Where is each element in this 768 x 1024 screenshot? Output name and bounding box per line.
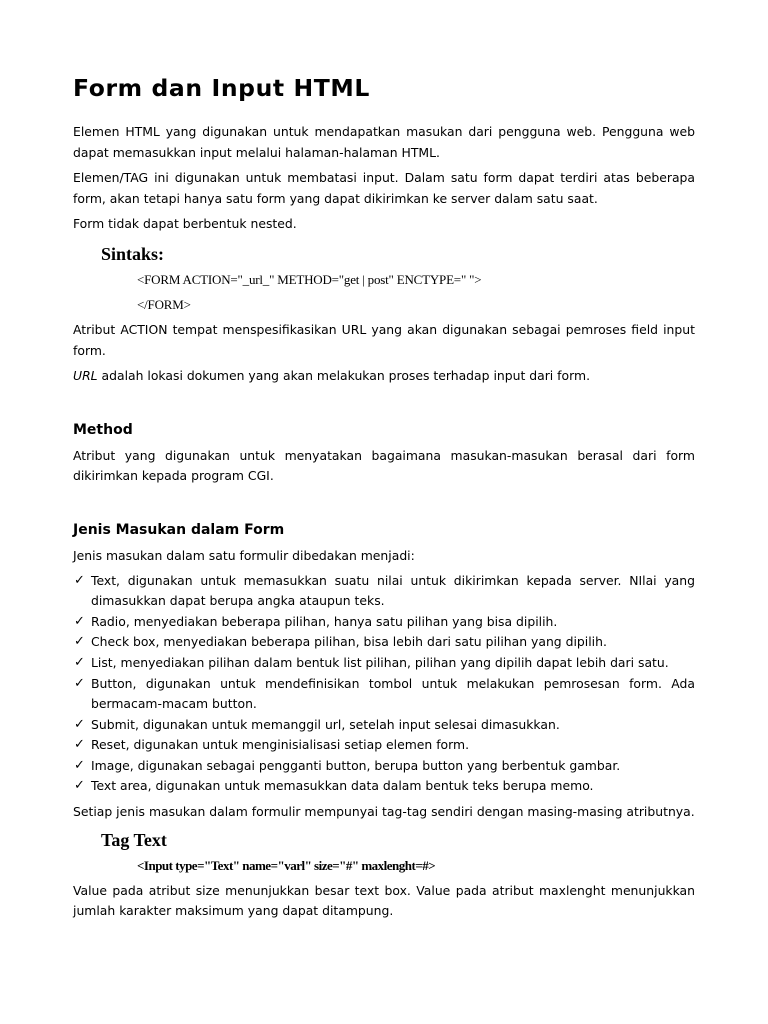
check-icon: ✓ — [74, 675, 85, 691]
check-icon: ✓ — [74, 716, 85, 732]
url-term: URL — [73, 368, 98, 384]
sintaks-heading: Sintaks: — [101, 243, 165, 264]
page-title: Form dan Input HTML — [73, 74, 370, 102]
check-icon: ✓ — [74, 778, 85, 794]
action-paragraph: Atribut ACTION tempat menspesifikasikan URL yang akan digunakan sebagai pemroses field input form. — [73, 321, 695, 358]
list-item-text: Radio, menyediakan beberapa pilihan, hanya satu pilihan yang bisa dipilih. — [91, 613, 558, 629]
list-item-text: Submit, digunakan untuk memanggil url, setelah input selesai dimasukkan. — [91, 716, 560, 732]
list-item — [73, 715, 695, 736]
list-item-text: Text, digunakan untuk memasukkan suatu nilai untuk dikirimkan kepada server. NIlai yang dimasukkan dapat berupa angka ataupun teks. — [91, 572, 695, 609]
input-types-list — [73, 571, 695, 798]
list-item — [73, 756, 695, 777]
list-item — [73, 674, 695, 715]
jenis-masukan-lead: Jenis masukan dalam satu formulir dibedakan menjadi: — [73, 547, 415, 563]
tag-text-code: <Input type="Text" name="varl" size="#" maxlenght=#> — [137, 857, 436, 873]
intro-paragraph-2: Elemen/TAG ini digunakan untuk membatasi input. Dalam satu form dapat terdiri atas beberapa form, akan tetapi hanya satu form yang dapat dikirimkan ke server dalam satu saat. — [73, 170, 695, 206]
check-icon: ✓ — [74, 572, 85, 588]
tag-text-heading: Tag Text — [101, 829, 167, 850]
list-item — [73, 612, 695, 633]
list-item-text: Button, digunakan untuk mendefinisikan tombol untuk melakukan pemrosesan form. Ada bermacam-macam button. — [91, 675, 695, 712]
method-paragraph: Atribut yang digunakan untuk menyatakan bagaimana masukan-masukan berasal dari form dikirimkan kepada program CGI. — [73, 447, 695, 484]
list-item — [73, 653, 695, 674]
list-item-text: List, menyediakan pilihan dalam bentuk list pilihan, pilihan yang dipilih dapat lebih dari satu. — [91, 654, 669, 670]
list-item — [73, 735, 695, 756]
list-item-text: Check box, menyediakan beberapa pilihan, bisa lebih dari satu pilihan yang dipilih. — [91, 634, 607, 650]
syntax-code-line-1: <FORM ACTION="_url_" METHOD="get | post" ENCTYPE=" "> — [137, 271, 482, 287]
jenis-masukan-closing: Setiap jenis masukan dalam formulir mempunyai tag-tag sendiri dengan masing-masing atributnya. — [73, 804, 695, 820]
tag-text-paragraph: Value pada atribut size menunjukkan besar text box. Value pada atribut maxlenght menunjukkan jumlah karakter maksimum yang dapat ditampung. — [73, 882, 695, 919]
check-icon: ✓ — [74, 757, 85, 773]
list-item-text: Image, digunakan sebagai pengganti button, berupa button yang berbentuk gambar. — [91, 757, 621, 773]
list-item-text: Reset, digunakan untuk menginisialisasi setiap elemen form. — [91, 737, 470, 753]
list-item-text: Text area, digunakan untuk memasukkan data dalam bentuk teks berupa memo. — [91, 778, 594, 794]
check-icon: ✓ — [74, 737, 85, 753]
intro-paragraph-1: Elemen HTML yang digunakan untuk mendapatkan masukan dari pengguna web. Pengguna web dapat memasukkan input melalui halaman-halaman HTML. — [73, 124, 695, 160]
jenis-masukan-heading: Jenis Masukan dalam Form — [73, 521, 285, 538]
url-description: adalah lokasi dokumen yang akan melakukan proses terhadap input dari form. — [97, 368, 591, 384]
list-item — [73, 776, 695, 797]
check-icon: ✓ — [74, 613, 85, 629]
url-paragraph — [73, 366, 695, 387]
list-item — [73, 571, 695, 612]
document-content — [73, 72, 695, 922]
syntax-code-line-2: </FORM> — [137, 296, 191, 312]
list-item — [73, 632, 695, 653]
intro-paragraph-3: Form tidak dapat berbentuk nested. — [73, 216, 297, 232]
check-icon: ✓ — [74, 654, 85, 670]
check-icon: ✓ — [74, 634, 85, 650]
method-heading: Method — [73, 421, 133, 438]
